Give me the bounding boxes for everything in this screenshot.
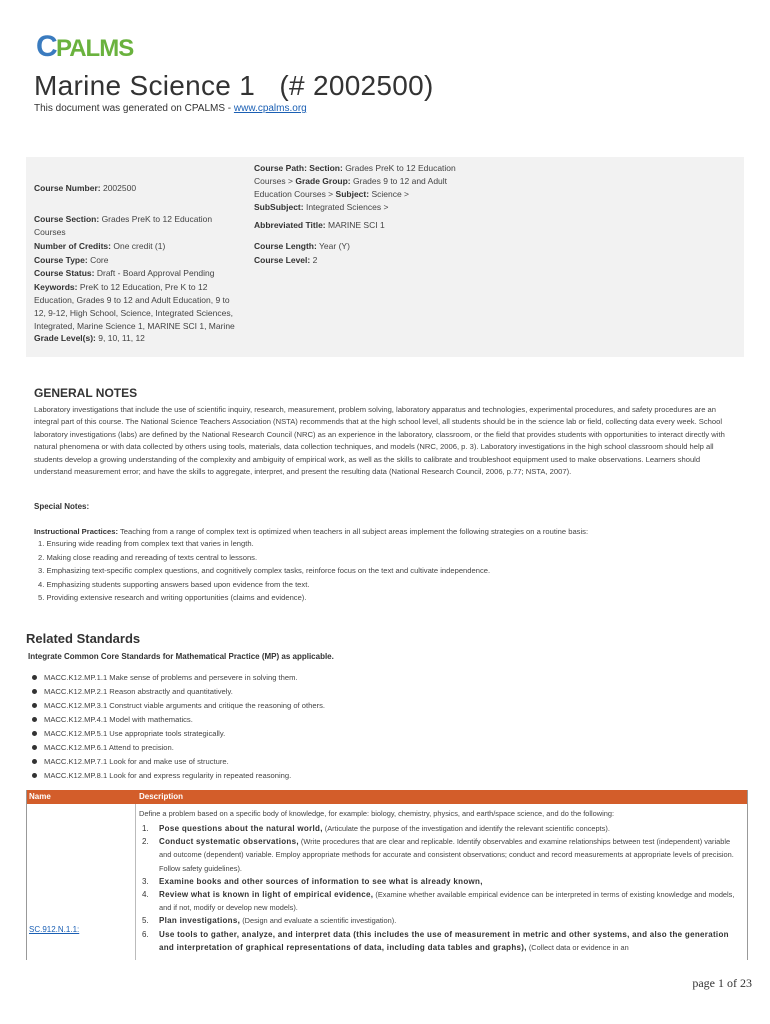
course-section: Course Section: Grades PreK to 12 Education Courses bbox=[34, 214, 213, 237]
course-level: Course Level: 2 bbox=[254, 255, 318, 265]
integrate-note: Integrate Common Core Standards for Mathematical Practice (MP) as applicable. bbox=[28, 652, 334, 661]
related-standards-heading: Related Standards bbox=[26, 631, 141, 646]
bullet-icon bbox=[32, 759, 37, 764]
page-title: Marine Science 1 (# 2002500) bbox=[34, 70, 434, 101]
general-notes-paragraph: Laboratory investigations that include the use of scientific inquiry, research, measurement, problem solving, laboratory apparatus and technologies, experimental procedures, and safety procedures are an integral part of this course. The National Science Teachers Association (NSTA) recommends that at the high school level, all students should be in the science lab or field, collecting data every week. School laboratory investigations (labs) are defined by the National Research Council (NRC) as an experience in the laboratory, classroom, or the field that provides students with opportunities to interact directly with natural phenomena or with data collected by others using tools, materials, data collection techniques, and models (NRC, 2006, p. 3). Laboratory investigations in the high school classroom should help all students develop a growing understanding of the complexity and ambiguity of empirical work, as well as the skills to calibrate and troubleshoot equipment used to make observations. Learners should understand measurement error; and have the skills to aggregate, interpret, and present the resulting data (National Research Council, 2006, p.77; NSTA, 2007). bbox=[34, 405, 725, 477]
course-status: Course Status: Draft - Board Approval Pending bbox=[34, 268, 215, 278]
column-divider bbox=[135, 804, 136, 960]
keywords: Keywords: PreK to 12 Education, Pre K to 12 Education, Grades 9 to 12 and Adult Education, 9 to 12, 9-12, High School, Science, Integrated Sciences, Integrated, Marine Science 1, MARINE SCI 1, Marine bbox=[34, 282, 235, 331]
bullet-icon bbox=[32, 717, 37, 722]
list-item: 4. Emphasizing students supporting answers based upon evidence from the text. bbox=[38, 579, 310, 589]
bullet-icon bbox=[32, 689, 37, 694]
list-item: MACC.K12.MP.3.1 Construct viable arguments and critique the reasoning of others. bbox=[32, 698, 325, 712]
column-header-name: Name bbox=[29, 792, 51, 801]
list-item: MACC.K12.MP.6.1 Attend to precision. bbox=[32, 740, 325, 754]
list-item: 4. Review what is known in light of empirical evidence, (Examine whether available empirical evidence can be interpreted in terms of existing knowledge and models, and if not, modify or develop new models). bbox=[142, 890, 735, 913]
generated-note: This document was generated on CPALMS - www.cpalms.org bbox=[34, 103, 307, 114]
list-item: 1. Ensuring wide reading from complex text that varies in length. bbox=[38, 539, 254, 548]
bullet-icon bbox=[32, 731, 37, 736]
list-item: MACC.K12.MP.1.1 Make sense of problems and persevere in solving them. bbox=[32, 670, 325, 684]
instructional-practices: Instructional Practices: Teaching from a range of complex text is optimized when teachers in all subject areas implement the following strategies on a routine basis: bbox=[34, 527, 589, 536]
credits: Number of Credits: One credit (1) bbox=[34, 241, 166, 251]
list-item: 3. Emphasizing text-specific complex questions, and cognitively complex tasks, reinforce focus on the text and cultivate independence. bbox=[38, 566, 491, 576]
general-notes-heading: GENERAL NOTES bbox=[34, 386, 138, 400]
list-item: 5. Providing extensive research and writing opportunities (claims and evidence). bbox=[38, 593, 307, 603]
course-number: Course Number: 2002500 bbox=[34, 183, 137, 193]
table-header bbox=[27, 790, 747, 804]
list-item: 2. Conduct systematic observations, (Write procedures that are clear and replicable. Identify observables and examine relationships between test (independent) variable and outcome (dependent) variable. Employ appropriate methods for accurate and consistent observations; conduct and record measurements at appropriate levels of precision. Follow safety guidelines). bbox=[142, 837, 734, 873]
list-item: MACC.K12.MP.7.1 Look for and make use of structure. bbox=[32, 754, 325, 768]
column-header-description: Description bbox=[139, 792, 184, 801]
cpalms-logo bbox=[34, 26, 154, 64]
list-item: 5. Plan investigations, (Design and evaluate a scientific investigation). bbox=[142, 916, 397, 926]
list-item: MACC.K12.MP.5.1 Use appropriate tools strategically. bbox=[32, 726, 325, 740]
course-path: Course Path: Section: Grades PreK to 12 Education Courses > Grade Group: Grades 9 to 12 and Adult Education Courses > Subject: Science > SubSubject: Integrated Sciences > bbox=[254, 163, 456, 212]
list-item: 1. Pose questions about the natural world, (Articulate the purpose of the investigation and identify the relevant scientific concepts). bbox=[142, 824, 610, 833]
list-item: MACC.K12.MP.8.1 Look for and express regularity in repeated reasoning. bbox=[32, 768, 325, 782]
standards-table bbox=[26, 790, 748, 960]
bullet-icon bbox=[32, 703, 37, 708]
grade-levels: Grade Level(s): 9, 10, 11, 12 bbox=[34, 333, 145, 343]
cpalms-link[interactable]: www.cpalms.org bbox=[233, 103, 307, 114]
page-number: page 1 of 23 bbox=[692, 976, 752, 990]
list-item: MACC.K12.MP.4.1 Model with mathematics. bbox=[32, 712, 325, 726]
list-item: MACC.K12.MP.2.1 Reason abstractly and quantitatively. bbox=[32, 684, 325, 698]
standard-code-link[interactable]: SC.912.N.1.1: bbox=[29, 925, 80, 934]
bullet-icon bbox=[32, 675, 37, 680]
abbreviated-title: Abbreviated Title: MARINE SCI 1 bbox=[254, 220, 385, 230]
mp-standards-list bbox=[32, 670, 325, 782]
bullet-icon bbox=[32, 745, 37, 750]
course-type: Course Type: Core bbox=[34, 255, 109, 265]
list-item: 6. Use tools to gather, analyze, and interpret data (this includes the use of measurement in metric and other systems, and also the generation and interpretation of graphical representations of data, including data tables and graphs), (Collect data or evidence in an bbox=[142, 929, 729, 952]
svg-text:PALMS: PALMS bbox=[56, 35, 134, 62]
list-item: 3. Examine books and other sources of information to see what is already known, bbox=[142, 876, 483, 886]
svg-text:C: C bbox=[36, 30, 58, 63]
list-item: 2. Making close reading and rereading of texts central to lessons. bbox=[38, 552, 258, 562]
bullet-icon bbox=[32, 773, 37, 778]
standard-intro: Define a problem based on a specific body of knowledge, for example: biology, chemistry, physics, and earth/space science, and do the following: bbox=[139, 809, 615, 818]
course-length: Course Length: Year (Y) bbox=[254, 241, 350, 251]
standard-steps bbox=[139, 822, 741, 954]
practices-list bbox=[38, 539, 490, 607]
special-notes-label: Special Notes: bbox=[34, 502, 90, 511]
